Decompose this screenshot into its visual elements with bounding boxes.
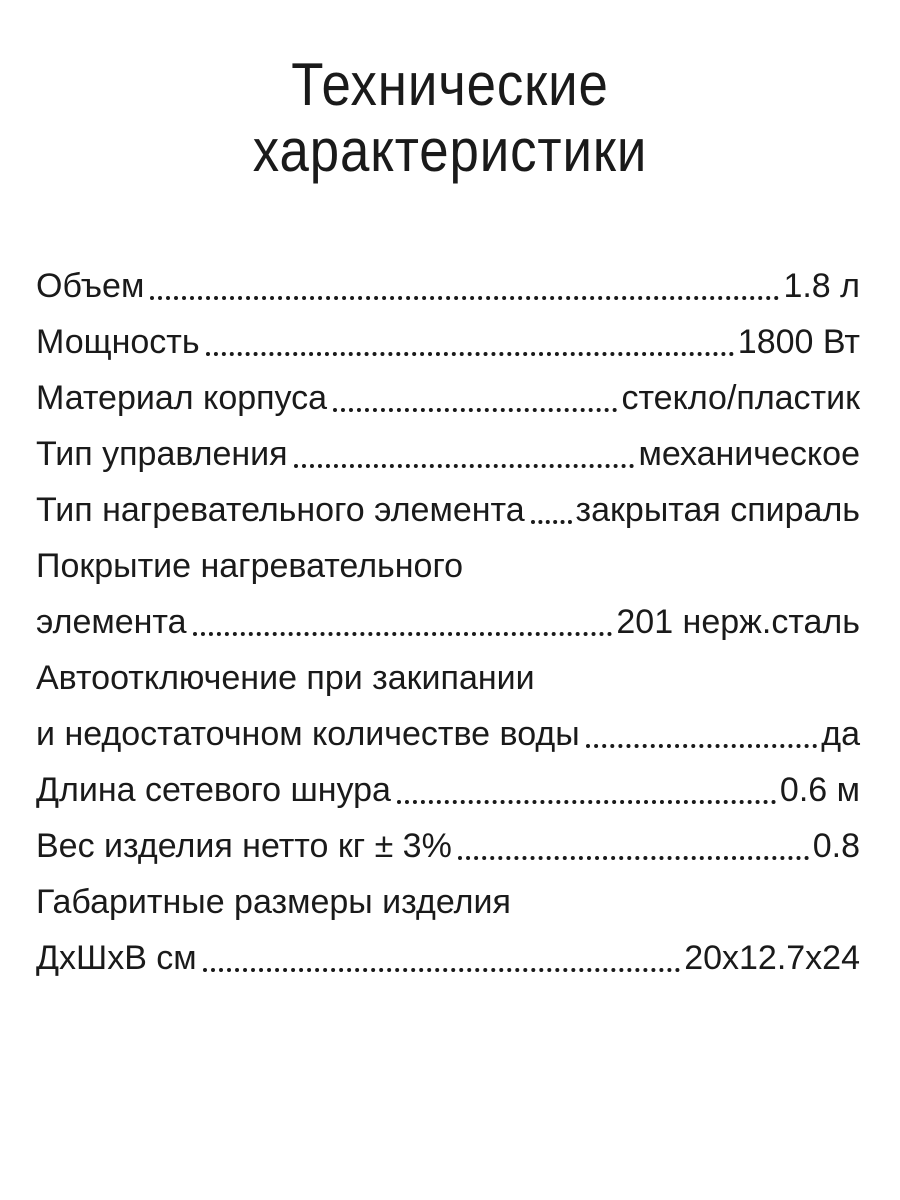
spec-row-net-weight	[36, 818, 860, 874]
page-title	[54, 52, 846, 184]
spec-row-dimensions	[36, 930, 860, 986]
spec-value: 20x12.7x24	[684, 939, 860, 977]
title-line-1: Технические	[291, 51, 609, 118]
dot-leader	[333, 408, 617, 412]
dot-leader	[586, 744, 818, 748]
spec-label: и недостаточном количестве воды	[36, 715, 580, 753]
spec-value: 0.8	[812, 827, 860, 865]
spec-value: закрытая спираль	[575, 491, 860, 529]
spec-label: ДхШхВ см	[36, 939, 197, 977]
spec-value: 1.8 л	[783, 267, 860, 305]
dot-leader	[294, 464, 635, 468]
spec-label: Тип нагревательного элемента	[36, 491, 525, 529]
spec-label: Тип управления	[36, 435, 288, 473]
dot-leader	[531, 520, 572, 524]
spec-label: Автоотключение при закипании	[36, 659, 535, 697]
dot-leader	[458, 856, 809, 860]
specs-list	[36, 258, 860, 986]
spec-row-auto-off	[36, 706, 860, 762]
spec-row-dimensions-label	[36, 874, 860, 930]
spec-label: элемента	[36, 603, 187, 641]
spec-value: 1800 Вт	[737, 323, 860, 361]
spec-label: Длина сетевого шнура	[36, 771, 391, 809]
spec-row-body-material	[36, 370, 860, 426]
spec-value: механическое	[638, 435, 860, 473]
spec-value: да	[821, 715, 860, 753]
spec-row-heating-coating	[36, 594, 860, 650]
spec-label: Покрытие нагревательного	[36, 547, 464, 585]
dot-leader	[193, 632, 613, 636]
spec-label: Материал корпуса	[36, 379, 328, 417]
spec-row-volume	[36, 258, 860, 314]
spec-label: Габаритные размеры изделия	[36, 883, 511, 921]
spec-label: Мощность	[36, 323, 200, 361]
spec-row-heating-element-type	[36, 482, 860, 538]
spec-row-heating-coating-label	[36, 538, 860, 594]
spec-label: Вес изделия нетто кг ± 3%	[36, 827, 452, 865]
spec-row-cord-length	[36, 762, 860, 818]
spec-value: 201 нерж.сталь	[616, 603, 860, 641]
spec-label: Объем	[36, 267, 145, 305]
spec-value: стекло/пластик	[621, 379, 860, 417]
dot-leader	[203, 968, 681, 972]
spec-row-power	[36, 314, 860, 370]
title-line-2: характеристики	[252, 117, 648, 184]
spec-value: 0.6 м	[779, 771, 860, 809]
spec-row-auto-off-label	[36, 650, 860, 706]
dot-leader	[150, 296, 779, 300]
dot-leader	[397, 800, 776, 804]
dot-leader	[206, 352, 734, 356]
spec-row-control-type	[36, 426, 860, 482]
